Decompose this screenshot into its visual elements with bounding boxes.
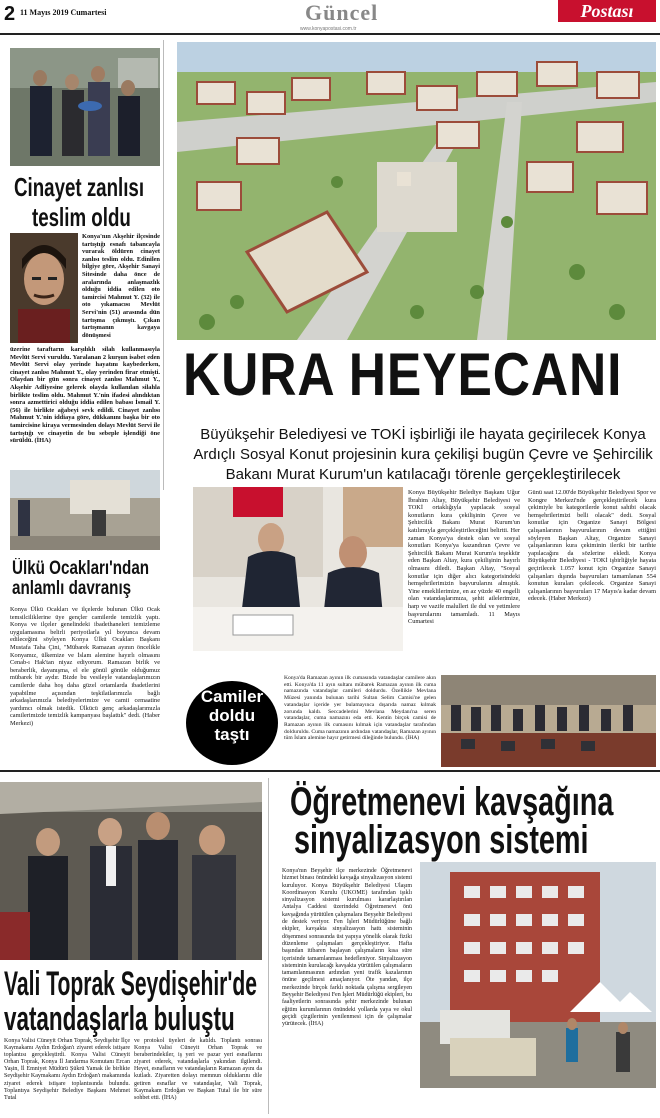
camiler-badge-line-3: taştı (214, 725, 250, 744)
kura-signing-photo (193, 487, 403, 651)
kura-col-2: Günü saat 12.00'de Büyükşehir Belediyesi Spor ve Kongre Merkezi'nde gerçekleştirilecek kura çekimiyle bu kategorilerde konut sahibi olacak hemşehrilerimizi belli olacak" dedi. Sosyal konutlar için Organize Sanayi Bölgesi çalışanlarının başvurularının devam ettiğini söyleyen Başkan Altay, Organize Sanayi çalışanlarının kura çekiminin ileriki bir tarihte yapılacağını da sözlerine ekledi. Konya Büyükşehir Belediyesi - TOKİ işbirliğiyle hayata geçirilecek 1.057 konut için Organize Sanayi çalışanları dışında başvuruları tamamlanan 554 konutun kuraları çekilecek. Organize Sanayi çalışanlarının başvuruları 17 Mayıs'a kadar devam edecek. (Haber Merkezi) (528, 489, 656, 603)
junction-works-image (420, 862, 656, 1088)
governor-market-visit-image (0, 782, 262, 960)
vali-col-2: ve protokol üyeleri de katıldı. Toplantı sonrası Konya Valisi Cüneyit Orhan Toprak ve beraberindekiler, iş yeri ve pazar yeri esnaflarını ziyaret ederek, vatandaşlarla yakından ilgilendi. Heyet, esnafların ve vatandaşların Ramazan ayını da kutladı. Ziyaretten dolayı memnun olduklarını dile getiren esnaflar ve vatandaşlar, Vali Toprak, Kaymakam Erdoğan ve Başkan Tutal ile bir süre sohbet etti. (İHA) (134, 1038, 262, 1101)
issue-date: 11 Mayıs 2019 Cumartesi (20, 8, 107, 17)
page-number: 2 (4, 3, 16, 25)
friday-prayer-image (441, 675, 656, 767)
kura-col-1: Konya Büyükşehir Belediye Başkanı Uğur İbrahim Altay, Büyükşehir Belediyesi ve TOKİ ortaklığıyla yapılacak sosyal konutların kura çekilişinin Çevre ve Şehircilik Bakanı Murat Kurum'un katılımıyla gerçekleştirileceğini belirtti. Her zaman Konya'ya destek olan ve sosyal konutları Konya'ya kazandıran Çevre ve Şehircilik Bakanı Murat Kurum'a teşekkür eden Başkan Altay, kura çekilişinin hayırlı olmasını diledi. Başkan Altay, "Sosyal konutlar için diğer alıcı kategorisindeki hemşehrilerimizin başvurularını almıştık. Yine emeklilerimize, en az yüzde 40 engelli olan vatandaşlarımıza, şehit ailelerimize, harp ve vazife malulleri ile dul ve yetimlere başvurularını tamamladı. 11 Mayıs Cumartesi (408, 489, 520, 626)
camiler-badge-line-2: doldu (208, 706, 256, 725)
kura-aerial-photo (177, 42, 656, 340)
ogretmen-photo (420, 862, 656, 1088)
ulku-photo (10, 470, 160, 550)
ogretmen-headline-1: Öğretmenevi kavşağına (290, 780, 614, 824)
murder-headline-1: Cinayet zanlısı (14, 172, 145, 202)
site-url: www.konyapostasi.com.tr (300, 26, 357, 32)
ulku-body: Konya Ülkü Ocakları ve ilçelerde bulunan Ülkü Ocak temsilciliklerine üye gençler camilerde temizlik yaptı. Konya ve ilçeler genelindeki ibadethaneleri temizleme uygulamasına belirli periyotlarla yıl boyunca devam edileceğini söyleyen Konya Ülkü Ocakları Başkanı Mustafa Taha Çini, "Mübarek Ramazan ayının öncelikle Konyamız, ülkemize ve İslam alemine hayırlı olmasını Cenab-ı Hak'tan niyaz ediyorum. Ramazan birlik ve beraberlik, dayanışma, el ele gönül gönüle olduğumuz mübarek bir aydır. Bizde bu vesileyle vatandaşlarımızın camilerde daha hoş daha güzel ortamlarda ibadetlerini yapabilme açısından teşkilatlarımızla bağlı arkadaşlarımızla belediyelerimize ve camii cemaatine yardımcı olmak istedik. Ülkücü genç arkadaşlarımızla camilerimizde temizlik kampanyası başlattık" dedi. (Haber Merkezi) (10, 606, 160, 727)
vali-headline-2: vatandaşlarla buluştu (4, 1000, 235, 1038)
camiler-body: Konya'da Ramazan ayının ilk cumasında vatandaşlar camilere akın etti. Konya'da 11 ayın sultanı mübarek Ramazan ayının ilk cuma namazında vatandaşlar camileri doldurdu. Özellikle Mevlana Müzesi yanında bulunan tarihi Sultan Selim Camisi'ne gelen vatandaşlar içeride yer bulamayınca dışarıda namaz kılmak zorunda kaldı. Seccadelerini Mevlana Meydanı'na seren vatandaşlar, cuma namazını eda etti. Kentin birçok camisi de Ramazan ayının ilk cumasını kılmak için vatandaşlar tarafından dolduruldu. Cuma namazının ardından vatandaşlar, Ramazan ayının tüm İslam alemine hayır getirmesi dileğinde bulundu. (İHA) (284, 675, 437, 742)
kura-subtitle: Büyükşehir Belediyesi ve TOKİ işbirliği ile hayata geçirilecek Konya Ardıçlı Sosyal Konut projesinin kura çekilişi bugün Çevre ve Şehircilik Bakanı Murat Kurum'un katılacağı törenle gerçekleştirilecek (193, 426, 653, 483)
officials-signing-image (193, 487, 403, 651)
ulku-headline-2: anlamlı davranış (12, 578, 132, 599)
murder-photo (10, 48, 160, 166)
camiler-photo (441, 675, 656, 767)
ulku-story (4, 458, 164, 758)
murder-lead: Konya'nın Akşehir ilçesinde tartıştığı esnafı tabancayla vurarak öldüren cinayet zanlısı teslim oldu. Edinilen bilgiye göre, Akşehir Sanayi Sitesinde daha önce de aralarında anlaşmazlık olduğu iddia edilen oto tamircisi Mahmut Y. (32) ile oto yıkamacısı Mevlüt Servi'nin (51) arasında dün tartışma çıkmıştı. Çıkan tartışmanın kavgaya dönüşmesi (82, 233, 160, 339)
police-escort-image (10, 48, 160, 166)
murder-story (4, 40, 164, 490)
camiler-badge-line-1: Camiler (200, 687, 264, 706)
newspaper-logo: Postası (558, 0, 656, 22)
section-divider (0, 770, 660, 772)
ogretmen-body: Konya'nın Beyşehir ilçe merkezinde Öğretmenevi hizmet binası önündeki kavşağa sinyalizasyon sistemi kuruluyor. Konya Büyükşehir Belediyesi Ulaşım Koordinasyon Kurulu (UKOME) tarafından işıklı sinyalizasyon sistemi kurulması kararlaştırılan Antalya Caddesi üzerindeki Öğretmenevi önü kavşağında yürütülen çalışmalara Beyşehir Belediyesi de destek veriyor. Fen İşleri Müdürlüğüne bağlı ekipler, kavşakta sinyalizasyon hattı sisteminin döşenmesi sonrasında üst yapıya yönelik olarak fiziki düzenleme çalışmaları gerçekleştiriyor. Hafta başından itibaren başlayan çalışmaların kısa süre içerisinde tamamlanması hedefleniyor. Sinyalizasyon sisteminin kurulacağı kavşakta yürütülen çalışmaların tamamlanmasının ardından yeni trafik kazalarının önüne geçilmesi amaçlanıyor. Öte yandan, ilçe merkezinde birçok farklı noktada çalışma sergileyen Beyşehir Belediyesi Fen İşleri Müdürlüğü ekipleri, bu faaliyetlerin sonrasında şehir merkezinde bulunan eğitim kurumlarının önündeki yollarda yaya ve okul geçidi çizgilerinin yenilenmesi için de çalışmalar yürütecek. (İHA) (282, 868, 412, 1028)
column-rule (268, 778, 269, 1114)
housing-render-image (177, 42, 656, 340)
kura-headline: KURA HEYECANI (183, 341, 623, 408)
camiler-badge (186, 681, 278, 765)
ogretmen-headline-2: sinyalizasyon sistemi (294, 818, 589, 862)
suspect-portrait-image (10, 233, 78, 343)
murder-headline-2: teslim oldu (32, 202, 131, 232)
section-title: Güncel (305, 0, 379, 25)
vali-col-1: Konya Valisi Cüneyit Orhan Toprak, Seydişehir İlçe Kaymakamı Aydın Erdoğan'ı ziyaret ederek istişare toplantısı gerçekleştirdi. Konya Valisi Cüneyit Orhan Toprak, Konya İl Jandarma Komutanı Ercan Yaşin, İl Emniyet Müdürü Şükrü Yamak ile birlikte Seydişehir Kaymakamı Aydın Erdoğan'ı makamında ziyaret ederek istişare toplantısında bulundu. Toplantıya Seydişehir Belediye Başkanı Mehmet Tutal (4, 1038, 130, 1101)
suspect-photo (10, 233, 78, 343)
mosque-cleaning-image (10, 470, 160, 550)
vali-headline-1: Vali Toprak Seydişehir'de (4, 965, 258, 1003)
header-rule (0, 33, 660, 35)
ulku-headline-1: Ülkü Ocakları'ndan (12, 558, 150, 579)
murder-body: üzerine taraftarın karşılıklı silah kullanmasıyla Mevlüt Servi vuruldu. Yaralanan 2 kurşun isabet eden Mevlüt Servi olay yerinde hayatını kaybederken, cinayet zanlısı Mahmut Y., olay yerinden firar etmişti. Olaydan bir gün sonra cinayet zanlısı Mahmut Y., Akşehir Adliyesine gelerek olayda kullanılan silahla birlikte teslim oldu. Mahmut Y.'nin ifadesi alındıktan sonra azmettirici olduğu iddia edilen babası İsmail Y. (56) ile birlikte ağabeyi sevk edildi. Cinayet zanlısı Mahmut Y.'nin iddiaya göre, dükkanını başka bir oto tamircisine kiraya vermesinden dolayı Mevlüt Servi ile tartıştığı ve cinayetin de bu sebeple işlendiği öne sürüldü. (İHA) (10, 346, 160, 445)
vali-photo (0, 782, 262, 960)
